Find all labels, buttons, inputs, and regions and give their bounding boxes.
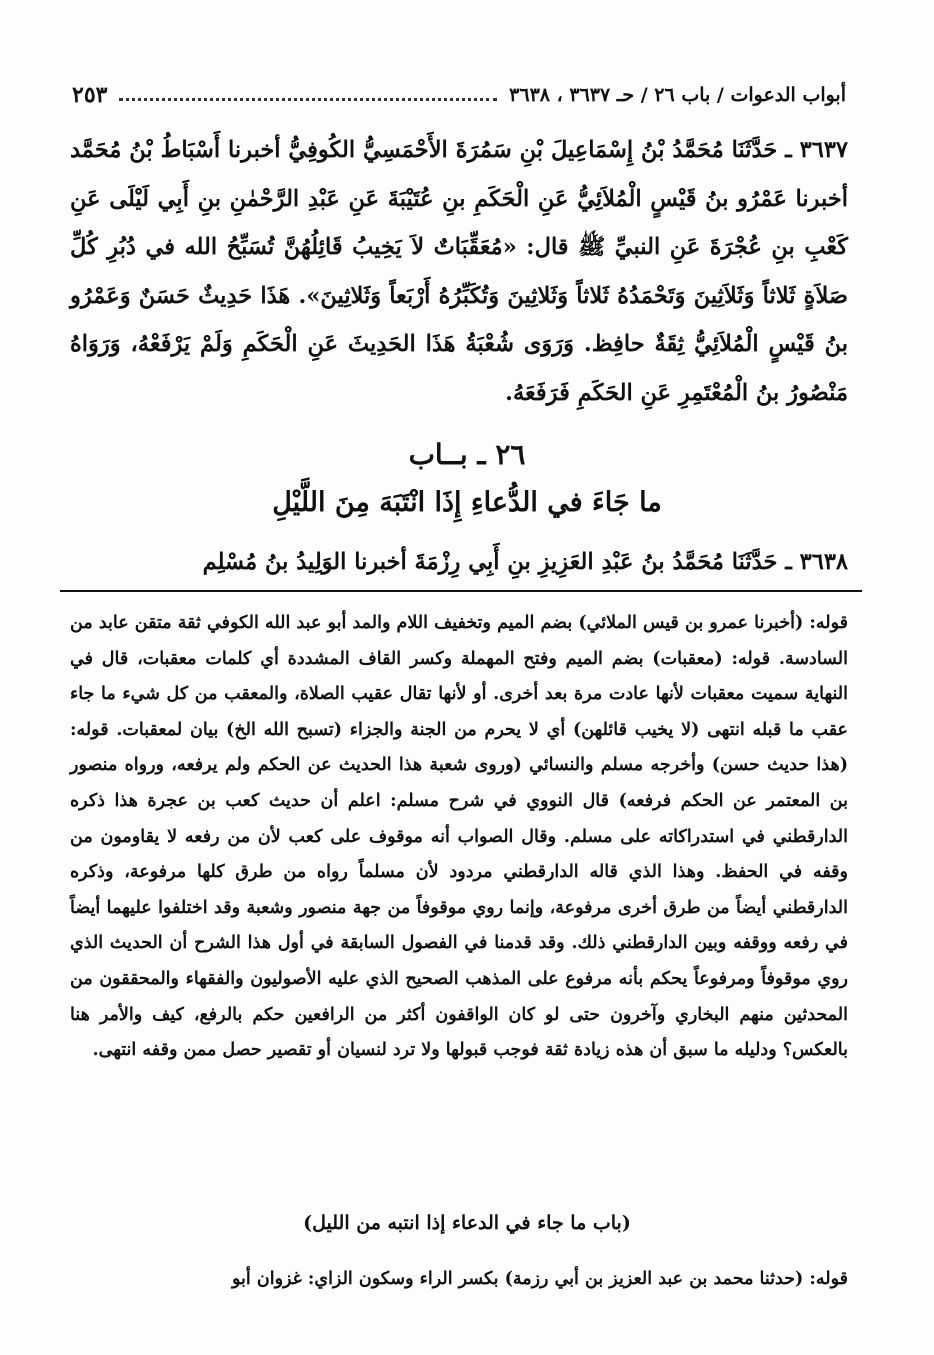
- commentary-section-heading: (باب ما جاء في الدعاء إذا انتبه من الليل): [303, 1212, 631, 1234]
- chapter-title: ما جَاءَ في الدُّعاءِ إِذَا انْتَبَهَ مِنَ اللَّيْلِ: [272, 487, 662, 518]
- page-number: ٢٥٣: [72, 82, 108, 108]
- running-title: أبواب الدعوات / باب ٢٦ / حـ ٣٦٣٧ ، ٣٦٣٨: [509, 84, 846, 106]
- commentary-last-line: قوله: (حدثنا محمد بن عبد العزيز بن أبي رزمة) بكسر الراء وسكون الزاي: غزوان أبو: [231, 1269, 848, 1289]
- hadith-3637: ٣٦٣٧ ـ حَدَّثَنَا مُحَمَّدُ بْنُ إِسْمَاعِيلَ بْنِ سَمُرَةَ الأَحْمَسِيُّ الكُوفِيُّ أخبرنا أَسْبَاطُ بْنُ مُحَمَّد أخبرنا عَمْرُو بنُ قَيْسٍ الْمُلاَئِيُّ عَنِ الْحَكَمِ بنِ عُتَيْبَةَ عَنِ عَبْدِ الرَّحْمٰنِ بنِ أَبِي لَيْلَى عَنِ كَعْبِ بنِ عُجْرَةَ عَنِ النبيِّ ﷺ قال: «مُعَقِّبَاتٌ لاَ يَخِيبُ قَائِلُهُنَّ تُسَبِّحُ الله في دُبُرِ كُلِّ صَلاَةٍ ثَلاثاً وَثَلاَثِينَ وَتَحْمَدُهُ ثَلاثاً وَثَلاثِينَ وَتُكَبِّرُهُ أَرْبَعاً وَثَلاثِينَ». هَذَا حَدِيثٌ حَسَنٌ وَعَمْرُو بنُ قَيْسٍ الْمُلاَئِيُّ ثِقَةٌ حافِظ. وَرَوَى شُعْبَةُ هَذَا الحَدِيثَ عَنِ الْحَكَمِ وَلَمْ يَرْفَعْهُ، وَرَوَاهُ مَنْصُورُ بنُ الْمُعْتَمِرِ عَنِ الحَكَمِ فَرَفَعَهُ.: [70, 137, 848, 406]
- leader-dots: [119, 98, 497, 101]
- chapter-number: ٢٦ ـ بــاب: [408, 438, 526, 471]
- commentary: [70, 606, 848, 1069]
- running-head: [72, 78, 846, 112]
- footnote-divider: [60, 590, 862, 592]
- hadith-3638-start: ٣٦٣٨ ـ حَدَّثَنَا مُحَمَّدُ بنُ عَبْدِ العَزِيزِ بنِ أَبِي رِزْمَةَ أخبرنا الوَلِيدُ بنُ مُسْلِم: [202, 549, 848, 575]
- commentary-paragraph: قوله: (أخبرنا عمرو بن قيس الملائي) بضم الميم وتخفيف اللام والمد أبو عبد الله الكوفي ثقة متقن عابد من السادسة. قوله: (معقبات) بضم الميم وفتح المهملة وكسر القاف المشددة أي كلمات معقبات، قال في النهاية سميت معقبات لأنها عادت مرة بعد أخرى. أو لأنها تقال عقيب الصلاة، والمعقب من كل شيء ما جاء عقب ما قبله انتهى (لا يخيب قائلهن) أي لا يحرم من الجنة والجزاء (تسبح الله الخ) بيان لمعقبات. قوله: (هذا حديث حسن) وأخرجه مسلم والنسائي (وروى شعبة هذا الحديث عن الحكم ولم يرفعه، ورواه منصور بن المعتمر عن الحكم فرفعه) قال النووي في شرح مسلم: اعلم أن حديث كعب بن عجرة هذا ذكره الدارقطني في استدراكاته على مسلم. وقال الصواب أنه موقوف على كعب لأن من رفعه لا يقاومون من وقفه في الحفظ. وهذا الذي قاله الدارقطني مردود لأن مسلماً رواه من طرق كلها مرفوعة، وذكره الدارقطني أيضاً من طرق أخرى مرفوعة، وإنما روي موقوفاً من جهة منصور وشعبة وقد اختلفوا عليهما أيضاً في رفعه ووقفه وبين الدارقطني ذلك. وقد قدمنا في الفصول السابقة في أول هذا الشرح أن الحديث الذي روي موقوفاً ومرفوعاً يحكم بأنه مرفوع على المذهب الصحيح الذي عليه الأصوليون والفقهاء والمحققون من المحدثين منهم البخاري وآخرون حتى لو كان الواقفون أكثر من الرافعين حكم بالرفع، كيف والأمر هنا بالعكس؟ ودليله ما سبق أن هذه زيادة ثقة فوجب قبولها ولا ترد لنسيان أو تقصير حصل ممن وقفه انتهى.: [70, 613, 848, 1061]
